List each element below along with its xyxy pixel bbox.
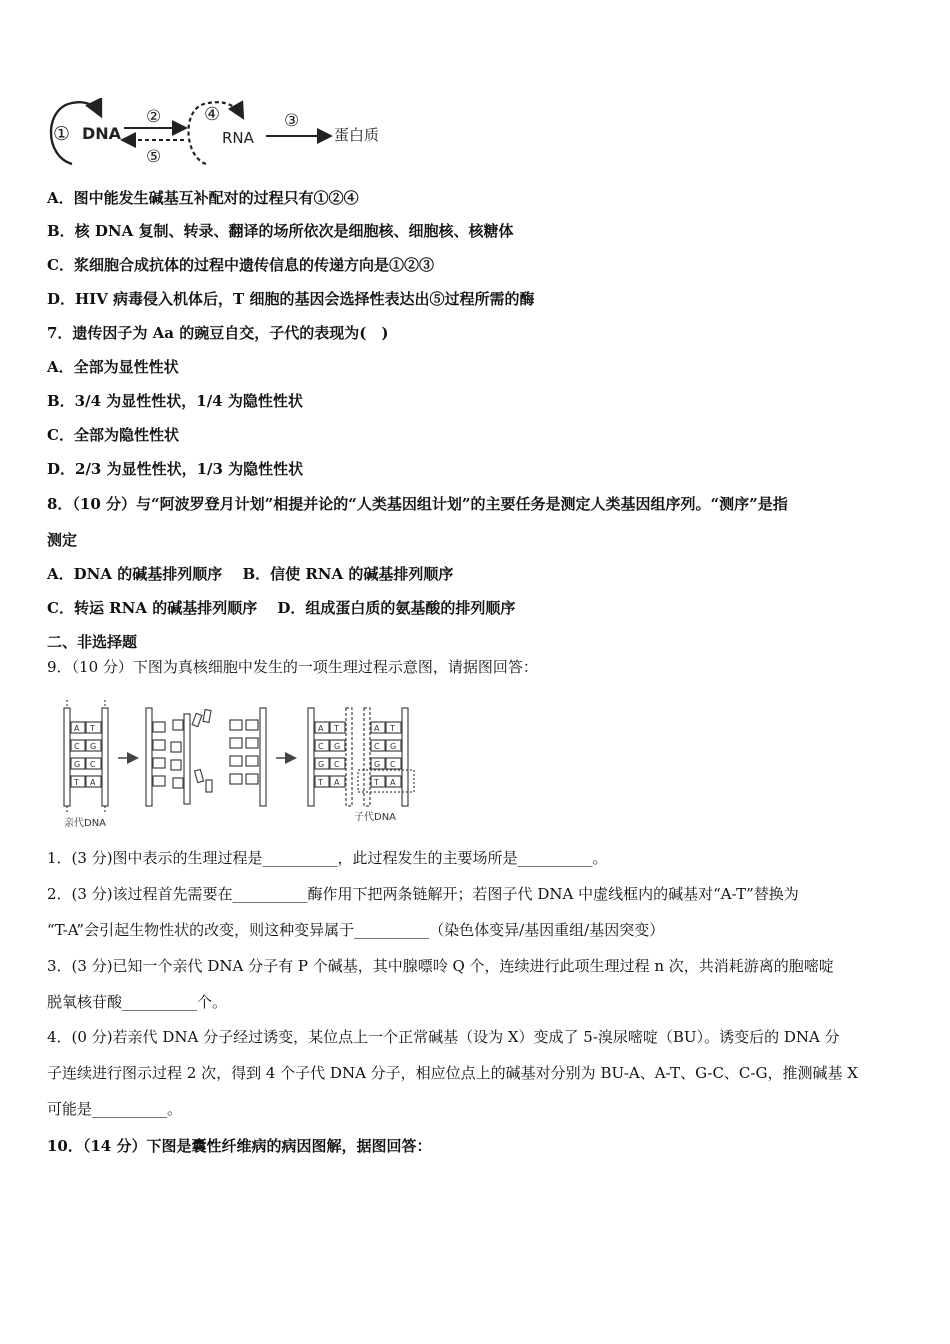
q6-option-c: C．浆细胞合成抗体的过程中遗传信息的传递方向是①②③ xyxy=(47,256,434,274)
base-label: C xyxy=(318,742,324,751)
base-label: G xyxy=(334,742,341,751)
base-label: T xyxy=(374,778,379,787)
circle-5-label: ⑤ xyxy=(146,147,162,167)
q7-stem: 7．遗传因子为 Aa 的豌豆自交，子代的表现为( ) xyxy=(47,324,389,342)
base-label: G xyxy=(374,760,381,769)
base-label: T xyxy=(334,724,339,733)
q7-option-c: C．全部为隐性性状 xyxy=(47,426,179,444)
q7-option-d: D．2/3 为显性性状，1/3 为隐性性状 xyxy=(47,460,304,478)
q6-option-a: A．图中能发生碱基互补配对的过程只有①②④ xyxy=(47,189,359,207)
base-label: T xyxy=(390,724,395,733)
protein-label: 蛋白质 xyxy=(334,126,380,144)
q9-sub1: 1．(3 分)图中表示的生理过程是__________，此过程发生的主要场所是__________。 xyxy=(47,849,608,867)
base-label: C xyxy=(90,760,96,769)
base-label: C xyxy=(334,760,340,769)
dna-label: DNA xyxy=(82,124,122,143)
base-label: C xyxy=(374,742,380,751)
base-label: A xyxy=(390,778,396,787)
q7-option-b: B．3/4 为显性性状，1/4 为隐性性状 xyxy=(47,392,303,410)
base-label: A xyxy=(374,724,380,733)
circle-1-label: ① xyxy=(53,123,71,145)
q10-stem: 10．（14 分）下图是囊性纤维病的病因图解，据图回答： xyxy=(47,1137,432,1155)
circle-2-label: ② xyxy=(146,107,162,127)
base-label: A xyxy=(334,778,340,787)
q9-sub4-line1: 4．(0 分)若亲代 DNA 分子经过诱变，某位点上一个正常碱基（设为 X）变成了 5-溴尿嘧啶（BU）。诱变后的 DNA 分 xyxy=(47,1028,840,1046)
q8-options-cd: C．转运 RNA 的碱基排列顺序 D．组成蛋白质的氨基酸的排列顺序 xyxy=(47,599,516,617)
base-label: T xyxy=(90,724,95,733)
base-label: T xyxy=(74,778,79,787)
q9-sub3-line1: 3．(3 分)已知一个亲代 DNA 分子有 P 个碱基，其中腺嘌呤 Q 个，连续进行此项生理过程 n 次，共消耗游离的胞嘧啶 xyxy=(47,957,834,975)
q9-stem: 9．（10 分）下图为真核细胞中发生的一项生理过程示意图，请据图回答： xyxy=(47,658,538,676)
q9-sub3-line2: 脱氧核苷酸__________个。 xyxy=(47,993,228,1011)
q9-sub4-line3: 可能是__________。 xyxy=(47,1100,183,1118)
base-label: G xyxy=(90,742,97,751)
base-label: G xyxy=(318,760,325,769)
base-label: C xyxy=(74,742,80,751)
base-label: A xyxy=(90,778,96,787)
central-dogma-diagram xyxy=(44,98,404,170)
q8-stem-line2: 测定 xyxy=(47,531,78,549)
base-label: T xyxy=(318,778,323,787)
q6-option-b: B．核 DNA 复制、转录、翻译的场所依次是细胞核、细胞核、核糖体 xyxy=(47,222,514,240)
circle-3-label: ③ xyxy=(284,111,300,131)
q6-option-d: D．HIV 病毒侵入机体后，T 细胞的基因会选择性表达出⑤过程所需的酶 xyxy=(47,290,535,308)
q7-option-a: A．全部为显性性状 xyxy=(47,358,179,376)
base-label: G xyxy=(74,760,81,769)
dna-replication-diagram xyxy=(58,690,438,830)
base-label: A xyxy=(318,724,324,733)
q9-sub4-line2: 子连续进行图示过程 2 次，得到 4 个子代 DNA 分子，相应位点上的碱基对分别为 BU-A、A-T、G-C、C-G，推测碱基 X xyxy=(47,1064,858,1082)
section-2-title: 二、非选择题 xyxy=(47,633,138,651)
rna-label: RNA xyxy=(222,129,254,147)
q9-sub2-line2: “T-A”会引起生物性状的改变，则这种变异属于__________（染色体变异/基因重组/基因突变） xyxy=(47,921,665,939)
base-label: C xyxy=(390,760,396,769)
parent-dna-label: 亲代DNA xyxy=(64,818,107,829)
q8-stem-line1: 8．（10 分）与“阿波罗登月计划”相提并论的“人类基因组计划”的主要任务是测定人类基因组序列。“测序”是指 xyxy=(47,495,788,513)
circle-4-label: ④ xyxy=(204,104,221,125)
base-label: A xyxy=(74,724,80,733)
base-label: G xyxy=(390,742,397,751)
q9-sub2-line1: 2．(3 分)该过程首先需要在__________酶作用下把两条链解开；若图子代 DNA 中虚线框内的碱基对“A-T”替换为 xyxy=(47,885,799,903)
q8-options-ab: A．DNA 的碱基排列顺序 B．信使 RNA 的碱基排列顺序 xyxy=(47,565,454,583)
child-dna-label: 子代DNA xyxy=(354,812,397,823)
